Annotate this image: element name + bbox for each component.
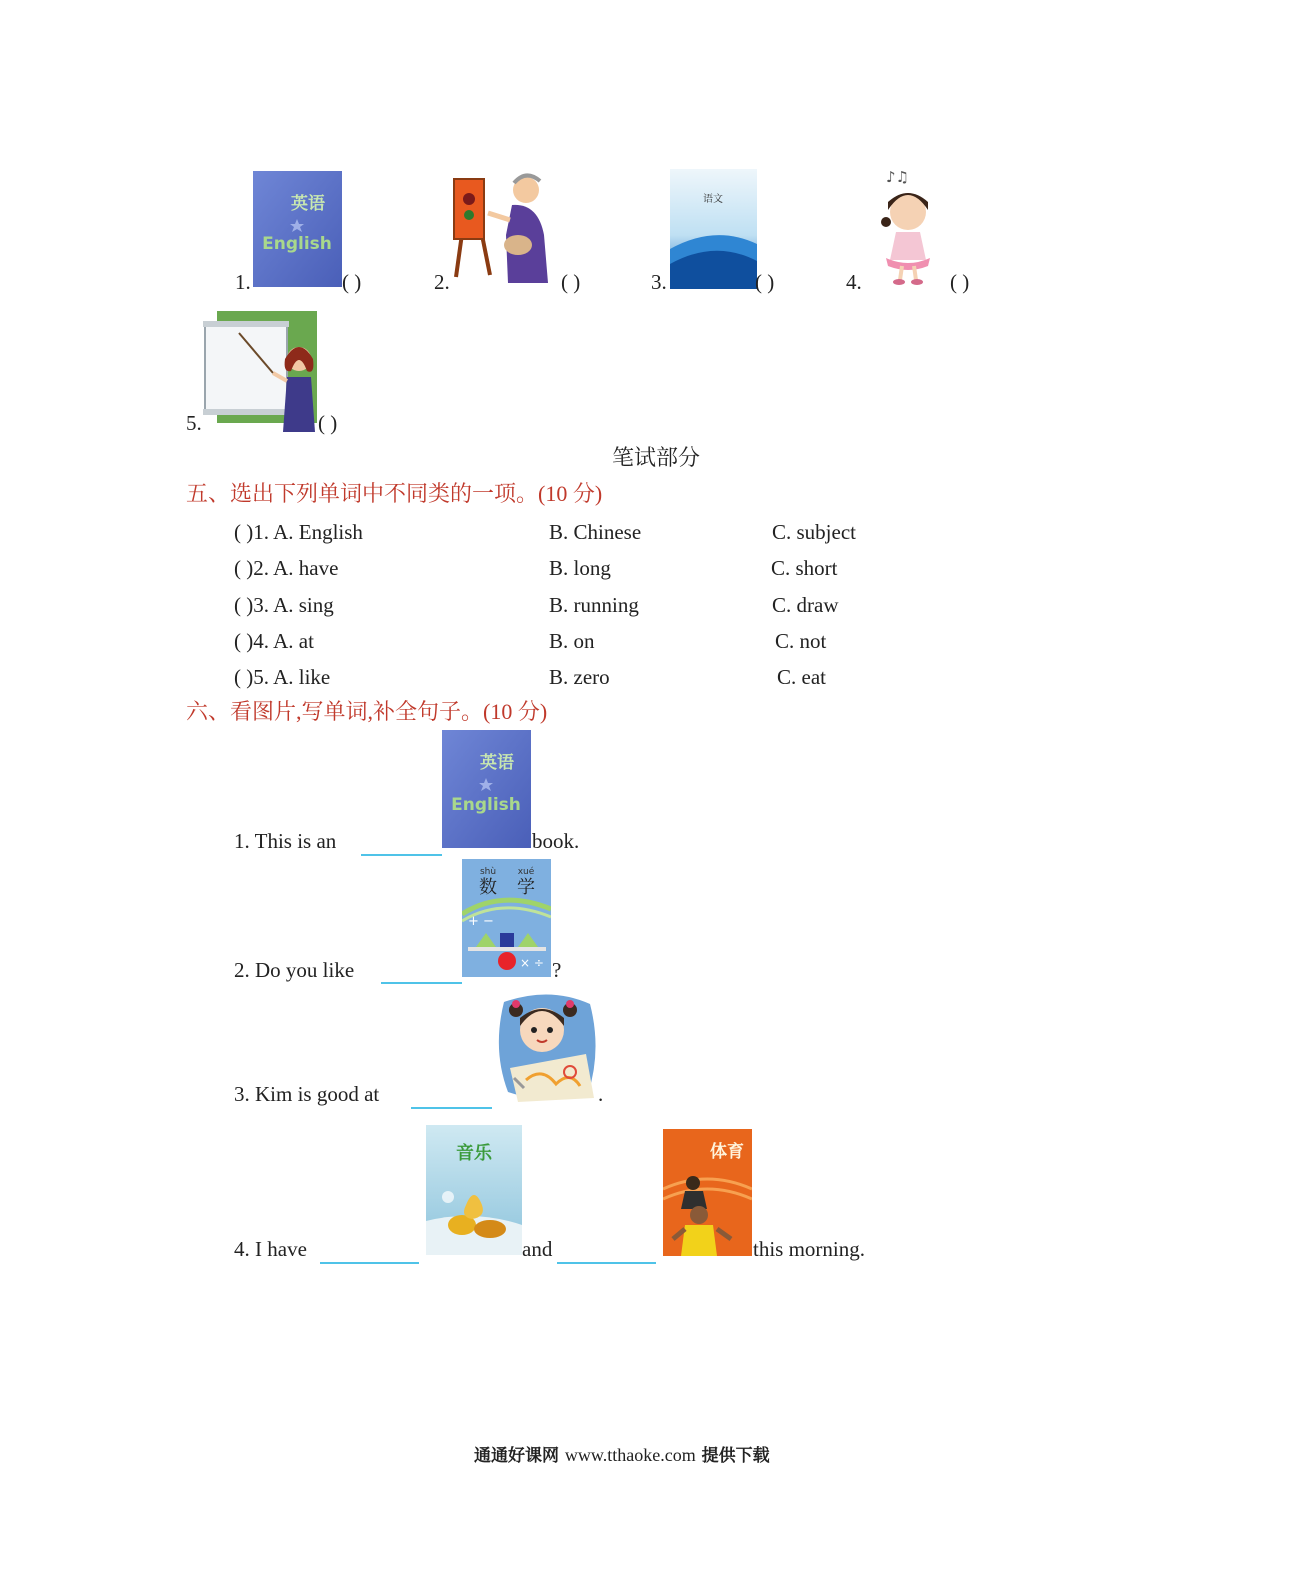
item-5-paren: ( ): [318, 411, 338, 435]
s5-row2-c: C. short: [771, 556, 838, 580]
svg-text:shù: shù: [479, 867, 497, 877]
s5-row4-b: B. on: [549, 629, 595, 653]
s5-row4-c: C. not: [775, 629, 827, 653]
s6-q1-before: 1. This is an: [234, 829, 337, 853]
footer-site-name: 通通好课网: [474, 1446, 559, 1466]
s5-row5-b: B. zero: [549, 665, 610, 689]
svg-text:xué: xué: [517, 867, 535, 877]
painter-icon: [448, 165, 563, 290]
s5-row5-c: C. eat: [777, 665, 826, 689]
s5-row4-a: ( )4. A. at: [234, 629, 314, 653]
svg-text:+ −: + −: [468, 914, 494, 929]
s6-q3-after: .: [598, 1082, 604, 1106]
s5-row1-a: ( )1. A. English: [234, 520, 363, 544]
svg-text:体育: 体育: [710, 1142, 744, 1162]
s6-q4-mid: and: [522, 1237, 553, 1261]
s5-row2-a: ( )2. A. have: [234, 556, 339, 580]
s5-row3-a: ( )3. A. sing: [234, 593, 334, 617]
s6-q3-blank[interactable]: [411, 1087, 492, 1109]
s5-row1-b: B. Chinese: [549, 520, 642, 544]
svg-text:English: English: [262, 234, 332, 254]
s6-q4-blank-1[interactable]: [320, 1242, 419, 1264]
item-4-paren: ( ): [950, 270, 970, 294]
s6-q3-before: 3. Kim is good at: [234, 1082, 380, 1106]
english-book-icon: [253, 171, 342, 287]
pe-book-icon: [663, 1129, 752, 1256]
s6-q1-after: book.: [532, 829, 580, 853]
drawing-girl-icon: [490, 990, 600, 1105]
svg-text:数: 数: [479, 877, 497, 898]
music-book-icon: [426, 1125, 522, 1255]
item-1-paren: ( ): [342, 270, 362, 294]
s6-q2-blank[interactable]: [381, 962, 462, 984]
item-4-number: 4.: [846, 270, 862, 294]
s5-row5-a: ( )5. A. like: [234, 665, 331, 689]
footer-url[interactable]: www.tthaoke.com: [564, 1445, 696, 1465]
chinese-book-icon: [670, 169, 757, 289]
svg-text:English: English: [451, 795, 521, 815]
svg-text:语文: 语文: [703, 194, 723, 205]
svg-text:× ÷: × ÷: [520, 956, 544, 970]
math-book-icon: [462, 859, 551, 977]
s6-q2-after: ?: [552, 958, 562, 982]
s6-q2-before: 2. Do you like: [234, 958, 355, 982]
item-5-number: 5.: [186, 411, 202, 435]
svg-text:♪♫: ♪♫: [886, 168, 910, 186]
footer: [474, 1441, 770, 1466]
item-1-number: 1.: [235, 270, 251, 294]
item-2-paren: ( ): [561, 270, 581, 294]
s6-q1-blank[interactable]: [361, 834, 442, 856]
svg-text:音乐: 音乐: [456, 1143, 492, 1164]
section6-title: 六、看图片,写单词,补全句子。(10 分): [186, 699, 548, 724]
singing-girl-icon: [868, 162, 948, 288]
s6-q4-before: 4. I have: [234, 1237, 307, 1261]
section5-title: 五、选出下列单词中不同类的一项。(10 分): [186, 481, 603, 506]
s5-row1-c: C. subject: [772, 520, 856, 544]
english-book-icon: [442, 730, 531, 848]
written-heading: 笔试部分: [612, 445, 701, 470]
s6-q4-after: this morning.: [753, 1237, 866, 1261]
item-3-number: 3.: [651, 270, 667, 294]
item-3-paren: ( ): [755, 270, 775, 294]
teacher-icon: [203, 311, 321, 432]
footer-suffix: 提供下载: [701, 1446, 770, 1466]
item-2-number: 2.: [434, 270, 450, 294]
svg-text:英语: 英语: [480, 753, 514, 773]
s5-row3-b: B. running: [549, 593, 639, 617]
s5-row2-b: B. long: [549, 556, 611, 580]
svg-text:英语: 英语: [291, 194, 325, 214]
s5-row3-c: C. draw: [772, 593, 839, 617]
s6-q4-blank-2[interactable]: [557, 1242, 656, 1264]
svg-text:学: 学: [517, 877, 535, 898]
